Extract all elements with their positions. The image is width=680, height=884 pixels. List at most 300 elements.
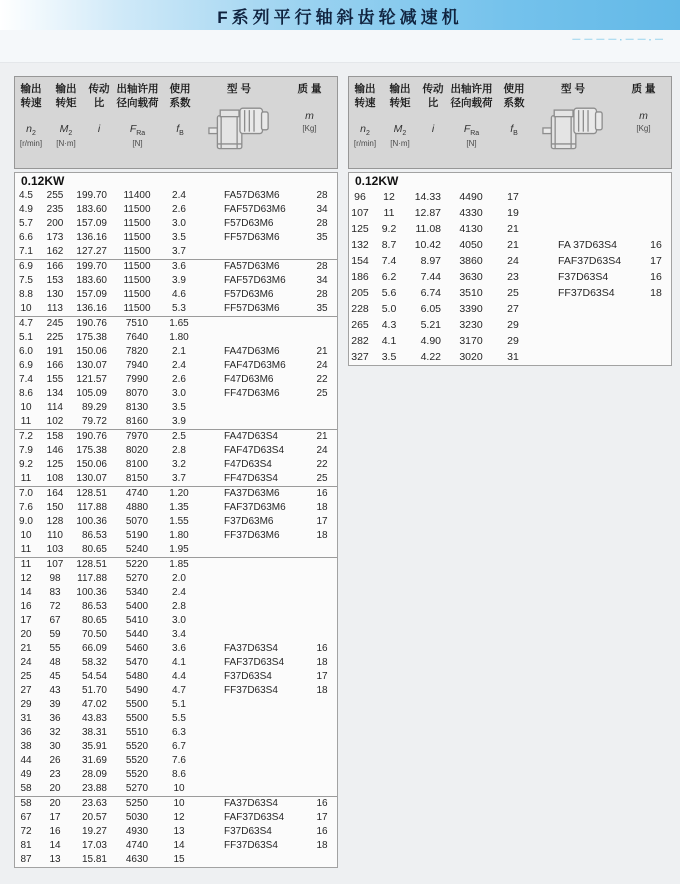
column-symbol: $f_B$ xyxy=(510,123,518,138)
column-title: 使用 系数 xyxy=(503,83,525,109)
table-row xyxy=(15,614,337,628)
table-row xyxy=(15,260,337,274)
table-row xyxy=(15,359,337,373)
speed-cell: 14 xyxy=(20,587,32,598)
mass-cell: 16 xyxy=(650,239,662,251)
ratio-cell: 100.36 xyxy=(76,516,107,527)
power-section-label: 0.12KW xyxy=(355,174,399,188)
radial-load-cell: 5470 xyxy=(125,657,149,668)
radial-load-cell: 5030 xyxy=(125,812,149,823)
speed-cell: 36 xyxy=(20,727,32,738)
model-cell: FF57D63M6 xyxy=(224,232,280,243)
speed-cell: 96 xyxy=(354,191,366,203)
speed-cell: 7.0 xyxy=(19,488,33,499)
model-cell: F47D63S4 xyxy=(224,459,272,470)
torque-cell: 158 xyxy=(46,431,64,442)
table-row xyxy=(15,684,337,698)
mass-cell xyxy=(305,543,339,557)
torque-cell: 39 xyxy=(49,699,61,710)
speed-cell: 49 xyxy=(20,769,32,780)
table-row xyxy=(15,302,337,316)
column-title: 传动 比 xyxy=(422,83,444,109)
ratio-cell: 128.51 xyxy=(76,488,107,499)
radial-load-cell: 11500 xyxy=(123,246,151,257)
radial-load-cell: 4490 xyxy=(459,191,483,203)
mass-cell: 16 xyxy=(650,271,662,283)
header-column xyxy=(381,83,419,168)
torque-cell: 103 xyxy=(46,544,64,555)
speed-cell: 228 xyxy=(351,303,369,315)
table-row xyxy=(349,285,671,301)
torque-cell: 20 xyxy=(49,783,61,794)
torque-cell: 72 xyxy=(49,601,61,612)
ratio-cell: 150.06 xyxy=(76,459,107,470)
radial-load-cell: 5410 xyxy=(125,615,149,626)
header-column xyxy=(47,83,85,168)
column-title: 型 号 xyxy=(227,83,251,95)
ratio-cell: 190.76 xyxy=(76,431,107,442)
mass-cell: 22 xyxy=(316,374,328,385)
service-factor-cell: 5.1 xyxy=(172,699,186,710)
service-factor-cell: 2.8 xyxy=(172,445,186,456)
radial-load-cell: 5510 xyxy=(125,727,149,738)
service-factor-cell: 19 xyxy=(507,207,519,219)
mass-cell: 35 xyxy=(316,232,328,243)
table-row xyxy=(15,768,337,782)
radial-load-cell: 5240 xyxy=(125,544,149,555)
mass-cell: 16 xyxy=(316,488,328,499)
model-cell: FA37D63M6 xyxy=(224,488,280,499)
service-factor-cell: 1.65 xyxy=(169,318,189,329)
mass-cell xyxy=(305,853,339,867)
header-column xyxy=(496,83,532,168)
speed-cell: 67 xyxy=(20,812,32,823)
column-unit: [r/min] xyxy=(19,139,43,149)
ratio-cell: 190.76 xyxy=(76,318,107,329)
table-row xyxy=(15,628,337,642)
table-row xyxy=(15,600,337,614)
model-cell: F57D63M6 xyxy=(224,218,274,229)
service-factor-cell: 3.0 xyxy=(172,615,186,626)
model-cell xyxy=(195,415,305,429)
service-factor-cell: 25 xyxy=(507,287,519,299)
mass-cell: 18 xyxy=(316,685,328,696)
model-cell xyxy=(195,726,305,740)
torque-cell: 6.2 xyxy=(381,271,397,283)
table-row xyxy=(15,415,337,429)
table-row xyxy=(15,853,337,867)
radial-load-cell: 8100 xyxy=(125,459,149,470)
service-factor-cell: 14 xyxy=(173,840,185,851)
mass-cell: 18 xyxy=(650,287,662,299)
table-row xyxy=(15,345,337,359)
table-row xyxy=(15,754,337,768)
radial-load-cell: 3170 xyxy=(459,335,483,347)
table-row xyxy=(15,288,337,302)
radial-load-cell: 5490 xyxy=(125,685,149,696)
ratio-cell: 157.09 xyxy=(76,289,107,300)
service-factor-cell: 21 xyxy=(507,223,519,235)
ratio-cell: 14.33 xyxy=(414,191,441,203)
speed-cell: 58 xyxy=(20,783,32,794)
table-row xyxy=(349,269,671,285)
table-row xyxy=(15,726,337,740)
ratio-cell: 183.60 xyxy=(76,204,107,215)
model-cell xyxy=(529,317,639,333)
speed-cell: 7.4 xyxy=(19,374,33,385)
column-symbol: $F_{Ra}$ xyxy=(129,123,146,138)
service-factor-cell: 27 xyxy=(507,303,519,315)
ratio-cell: 80.65 xyxy=(81,615,107,626)
table-row xyxy=(15,245,337,259)
speed-cell: 7.5 xyxy=(19,275,33,286)
model-cell: F57D63M6 xyxy=(224,289,274,300)
torque-cell: 225 xyxy=(46,332,64,343)
service-factor-cell: 5.5 xyxy=(172,713,186,724)
speed-cell: 154 xyxy=(351,255,369,267)
speed-cell: 38 xyxy=(20,741,32,752)
torque-cell: 5.6 xyxy=(381,287,397,299)
model-cell xyxy=(195,754,305,768)
speed-cell: 11 xyxy=(20,544,32,555)
radial-load-cell: 5520 xyxy=(125,741,149,752)
mass-cell xyxy=(305,614,339,628)
column-unit: [N·m] xyxy=(56,139,76,149)
service-factor-cell: 13 xyxy=(173,826,185,837)
row-group-2 xyxy=(15,259,337,316)
speed-cell: 10 xyxy=(20,402,32,413)
page-title: F系列平行轴斜齿轮减速机 xyxy=(217,7,463,27)
model-cell xyxy=(529,301,639,317)
column-symbol: $M_2$ xyxy=(393,123,407,138)
service-factor-cell: 7.6 xyxy=(172,755,186,766)
mass-cell xyxy=(305,245,339,259)
torque-cell: 4.3 xyxy=(381,319,397,331)
ratio-cell: 47.02 xyxy=(81,699,107,710)
mass-cell: 17 xyxy=(316,812,328,823)
table-row xyxy=(15,458,337,472)
ratio-cell: 4.90 xyxy=(420,335,441,347)
column-title: 质 量 xyxy=(631,83,656,95)
speed-cell: 27 xyxy=(20,685,32,696)
service-factor-cell: 3.9 xyxy=(172,416,186,427)
speed-cell: 8.8 xyxy=(19,289,33,300)
radial-load-cell: 5270 xyxy=(125,783,149,794)
torque-cell: 43 xyxy=(49,685,61,696)
torque-cell: 36 xyxy=(49,713,61,724)
model-cell: FAF47D63S4 xyxy=(224,445,285,456)
ratio-cell: 23.63 xyxy=(81,798,107,809)
mass-cell: 34 xyxy=(316,204,328,215)
speed-cell: 9.0 xyxy=(19,516,33,527)
ratio-cell: 15.81 xyxy=(81,854,107,865)
radial-load-cell: 8160 xyxy=(125,416,149,427)
torque-cell: 173 xyxy=(46,232,64,243)
model-cell: FF47D63M6 xyxy=(224,388,280,399)
speed-cell: 11 xyxy=(20,416,32,427)
table-row xyxy=(349,205,671,221)
table-row xyxy=(15,501,337,515)
table-row xyxy=(15,698,337,712)
torque-cell: 162 xyxy=(46,246,64,257)
column-title: 输出 转矩 xyxy=(55,83,77,109)
speed-cell: 25 xyxy=(20,671,32,682)
model-cell: FF37D63S4 xyxy=(558,287,615,299)
radial-load-cell: 3020 xyxy=(459,351,483,363)
speed-cell: 10 xyxy=(20,530,32,541)
torque-cell: 191 xyxy=(46,346,64,357)
mass-cell: 34 xyxy=(316,275,328,286)
torque-cell: 3.5 xyxy=(381,351,397,363)
speed-cell: 11 xyxy=(20,473,32,484)
speed-cell: 107 xyxy=(351,207,369,219)
table-row xyxy=(15,782,337,796)
row-group-6 xyxy=(15,557,337,796)
radial-load-cell: 5250 xyxy=(125,798,149,809)
ratio-cell: 89.29 xyxy=(81,402,107,413)
model-cell: FA47D63M6 xyxy=(224,346,280,357)
service-factor-cell: 12 xyxy=(173,812,185,823)
model-cell: FF47D63S4 xyxy=(224,473,278,484)
torque-cell: 55 xyxy=(49,643,61,654)
model-cell: FF37D63S4 xyxy=(224,685,278,696)
model-cell: FF37D63M6 xyxy=(224,530,280,541)
service-factor-cell: 1.20 xyxy=(169,488,189,499)
table-row xyxy=(15,515,337,529)
ratio-cell: 20.57 xyxy=(81,812,107,823)
ratio-cell: 43.83 xyxy=(81,713,107,724)
model-cell: FA47D63S4 xyxy=(224,431,278,442)
service-factor-cell: 1.85 xyxy=(169,559,189,570)
row-group-5 xyxy=(15,486,337,557)
service-factor-cell: 5.3 xyxy=(172,303,186,314)
ratio-cell: 130.07 xyxy=(76,473,107,484)
mass-cell xyxy=(305,740,339,754)
service-factor-cell: 4.7 xyxy=(172,685,186,696)
radial-load-cell: 5520 xyxy=(125,755,149,766)
service-factor-cell: 2.6 xyxy=(172,204,186,215)
table-row xyxy=(349,301,671,317)
mass-cell: 18 xyxy=(316,502,328,513)
radial-load-cell: 5440 xyxy=(125,629,149,640)
model-cell xyxy=(529,333,639,349)
table-row xyxy=(15,572,337,586)
torque-cell: 166 xyxy=(46,360,64,371)
mass-cell: 24 xyxy=(316,445,328,456)
torque-cell: 11 xyxy=(383,207,395,219)
mass-cell xyxy=(305,698,339,712)
content-area xyxy=(0,63,680,868)
model-cell xyxy=(195,782,305,796)
model-cell xyxy=(195,614,305,628)
model-cell xyxy=(195,317,305,331)
speed-cell: 72 xyxy=(20,826,32,837)
torque-cell: 32 xyxy=(49,727,61,738)
mass-cell xyxy=(639,333,673,349)
torque-cell: 150 xyxy=(46,502,64,513)
model-cell: F37D63S4 xyxy=(558,271,609,283)
table-row xyxy=(15,712,337,726)
mass-cell: 28 xyxy=(316,190,328,201)
speed-cell: 24 xyxy=(20,657,32,668)
model-cell: F37D63S4 xyxy=(224,826,272,837)
row-group-7 xyxy=(15,796,337,867)
radial-load-cell: 4050 xyxy=(459,239,483,251)
torque-cell: 59 xyxy=(49,629,61,640)
model-cell: FA37D63S4 xyxy=(224,798,278,809)
ratio-cell: 79.72 xyxy=(81,416,107,427)
model-cell: FAF57D63M6 xyxy=(224,204,286,215)
table-row xyxy=(349,333,671,349)
column-symbol: m xyxy=(305,109,314,122)
speed-cell: 6.6 xyxy=(19,232,33,243)
ratio-cell: 28.09 xyxy=(81,769,107,780)
service-factor-cell: 4.4 xyxy=(172,671,186,682)
ratio-cell: 23.88 xyxy=(81,783,107,794)
radial-load-cell: 7940 xyxy=(125,360,149,371)
torque-cell: 146 xyxy=(46,445,64,456)
speed-cell: 7.9 xyxy=(19,445,33,456)
table-row xyxy=(15,543,337,557)
model-cell: FA37D63S4 xyxy=(224,643,278,654)
torque-cell: 30 xyxy=(49,741,61,752)
model-cell: FAF47D63M6 xyxy=(224,360,286,371)
mass-cell: 21 xyxy=(316,431,328,442)
table-row xyxy=(349,237,671,253)
power-section-label: 0.12KW xyxy=(21,174,65,188)
header-column xyxy=(85,83,113,168)
radial-load-cell: 4630 xyxy=(125,854,149,865)
model-cell xyxy=(529,205,639,221)
mass-cell: 22 xyxy=(316,459,328,470)
radial-load-cell: 7640 xyxy=(125,332,149,343)
service-factor-cell: 3.4 xyxy=(172,629,186,640)
torque-cell: 45 xyxy=(49,671,61,682)
table-row xyxy=(15,189,337,203)
ratio-cell: 6.74 xyxy=(420,287,441,299)
table-row xyxy=(15,825,337,839)
torque-cell: 48 xyxy=(49,657,61,668)
radial-load-cell: 4130 xyxy=(459,223,483,235)
table-row xyxy=(15,231,337,245)
ratio-cell: 199.70 xyxy=(76,190,107,201)
table-row xyxy=(15,317,337,331)
mass-cell xyxy=(305,782,339,796)
row-group-1 xyxy=(15,189,337,259)
ratio-cell: 35.91 xyxy=(81,741,107,752)
table-row xyxy=(349,189,671,205)
torque-cell: 20 xyxy=(49,798,61,809)
service-factor-cell: 1.35 xyxy=(169,502,189,513)
row-group-4 xyxy=(15,429,337,486)
service-factor-cell: 3.5 xyxy=(172,232,186,243)
table-row xyxy=(15,839,337,853)
table-row xyxy=(15,401,337,415)
model-cell: FA57D63M6 xyxy=(224,190,280,201)
speed-cell: 87 xyxy=(20,854,32,865)
torque-cell: 16 xyxy=(49,826,61,837)
column-unit: [N·m] xyxy=(390,139,410,149)
header-column xyxy=(162,83,198,168)
service-factor-cell: 21 xyxy=(507,239,519,251)
service-factor-cell: 2.0 xyxy=(172,573,186,584)
title-bar xyxy=(0,0,680,30)
torque-cell: 4.1 xyxy=(381,335,397,347)
service-factor-cell: 3.0 xyxy=(172,388,186,399)
speed-cell: 11 xyxy=(20,559,32,570)
mass-cell: 25 xyxy=(316,388,328,399)
service-factor-cell: 3.6 xyxy=(172,643,186,654)
table-body-left xyxy=(14,172,338,868)
ratio-cell: 19.27 xyxy=(81,826,107,837)
radial-load-cell: 4740 xyxy=(125,840,149,851)
service-factor-cell: 3.9 xyxy=(172,275,186,286)
ratio-cell: 128.51 xyxy=(76,559,107,570)
mass-cell xyxy=(305,331,339,345)
ratio-cell: 105.09 xyxy=(76,388,107,399)
ratio-cell: 136.16 xyxy=(76,303,107,314)
model-cell: F37D63M6 xyxy=(224,516,274,527)
table-row xyxy=(15,274,337,288)
speed-cell: 6.9 xyxy=(19,360,33,371)
ratio-cell: 54.54 xyxy=(81,671,107,682)
ratio-cell: 38.31 xyxy=(81,727,107,738)
service-factor-cell: 3.5 xyxy=(172,402,186,413)
speed-cell: 7.6 xyxy=(19,502,33,513)
mass-cell: 21 xyxy=(316,346,328,357)
torque-cell: 7.4 xyxy=(381,255,397,267)
radial-load-cell: 5220 xyxy=(125,559,149,570)
radial-load-cell: 11500 xyxy=(123,218,151,229)
speed-cell: 9.2 xyxy=(19,459,33,470)
model-cell xyxy=(195,712,305,726)
watermark: －－－－·－－·－ xyxy=(571,35,666,46)
speed-cell: 20 xyxy=(20,629,32,640)
ratio-cell: 31.69 xyxy=(81,755,107,766)
mass-cell: 17 xyxy=(650,255,662,267)
mass-cell: 28 xyxy=(316,261,328,272)
model-cell xyxy=(195,543,305,557)
speed-cell: 44 xyxy=(20,755,32,766)
table-row xyxy=(15,444,337,458)
radial-load-cell: 11500 xyxy=(123,204,151,215)
speed-cell: 29 xyxy=(20,699,32,710)
service-factor-cell: 31 xyxy=(507,351,519,363)
torque-cell: 12 xyxy=(383,191,395,203)
header-column xyxy=(349,83,381,168)
mass-cell xyxy=(639,189,673,205)
radial-load-cell: 4930 xyxy=(125,826,149,837)
mass-cell xyxy=(305,600,339,614)
ratio-cell: 150.06 xyxy=(76,346,107,357)
column-symbol: $n_2$ xyxy=(26,123,36,138)
ratio-cell: 51.70 xyxy=(81,685,107,696)
service-factor-cell: 10 xyxy=(173,798,185,809)
column-title: 输出 转速 xyxy=(20,83,42,109)
table-row xyxy=(15,656,337,670)
radial-load-cell: 5070 xyxy=(125,516,149,527)
model-cell xyxy=(195,586,305,600)
speed-cell: 4.9 xyxy=(19,204,33,215)
gear-motor-icon xyxy=(208,101,270,153)
radial-load-cell: 5270 xyxy=(125,573,149,584)
mass-cell xyxy=(305,558,339,572)
table-row xyxy=(15,529,337,543)
torque-cell: 102 xyxy=(46,416,64,427)
column-title: 输出 转矩 xyxy=(389,83,411,109)
service-factor-cell: 3.7 xyxy=(172,246,186,257)
mass-cell: 17 xyxy=(316,516,328,527)
